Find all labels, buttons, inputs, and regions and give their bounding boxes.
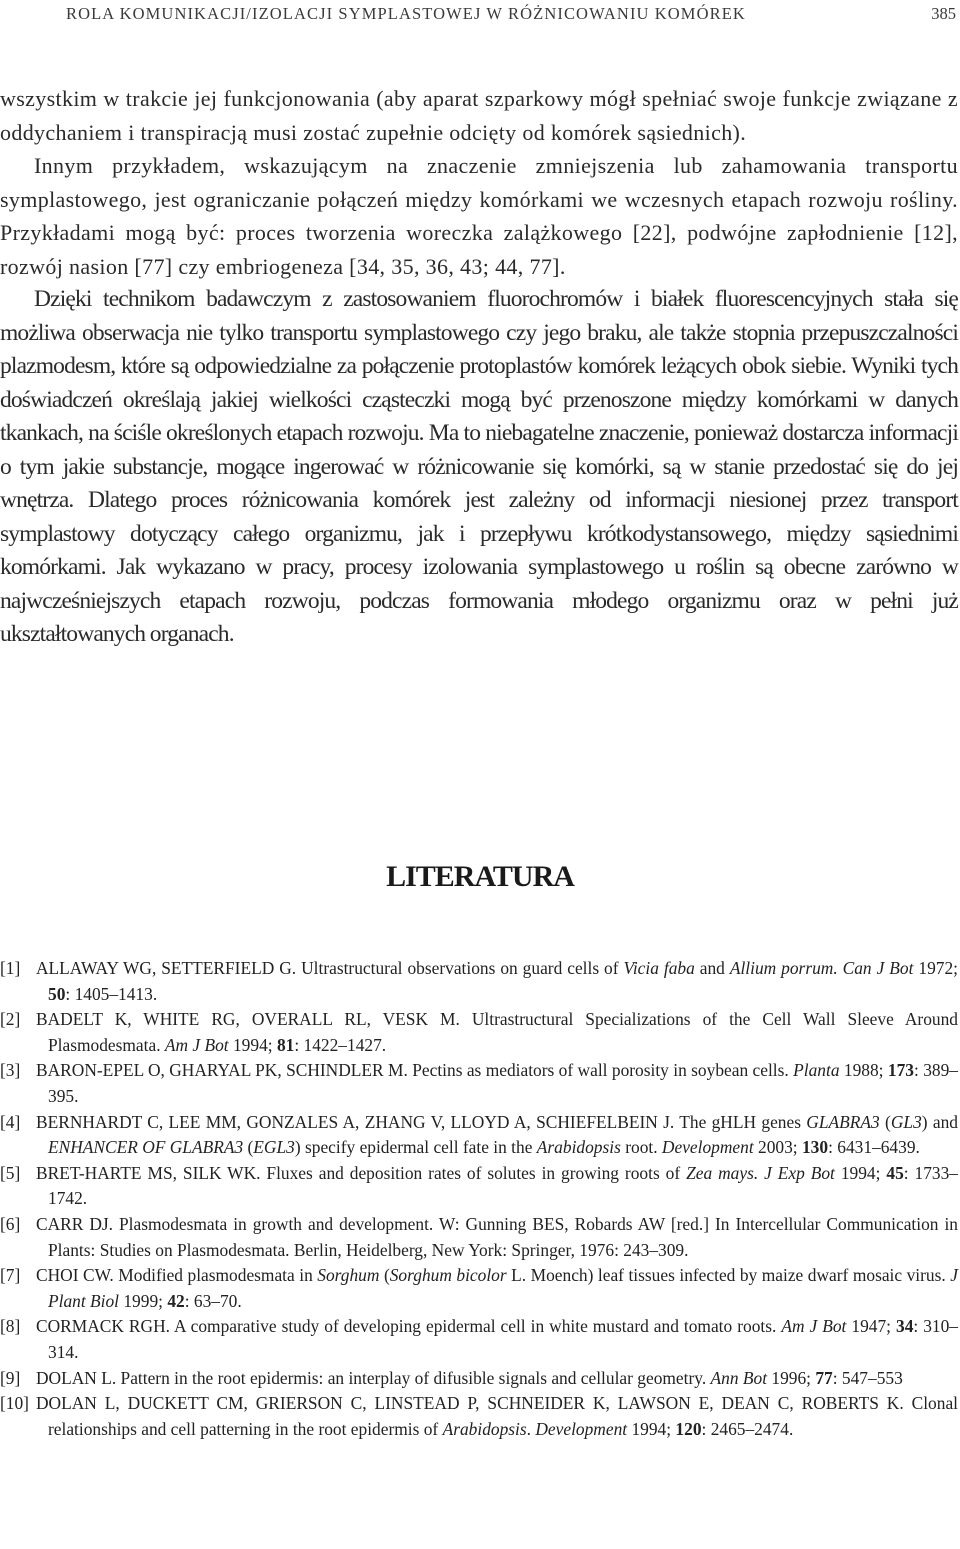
reference-text: : 310–314.	[48, 1316, 958, 1362]
reference-text: Arabidopsis	[442, 1418, 527, 1439]
reference-text: (	[243, 1137, 254, 1158]
reference-text: 1999;	[119, 1290, 168, 1311]
reference-text: BRET-HARTE MS, SILK WK. Fluxes and deposition rates of solutes in growing roots of	[36, 1162, 687, 1183]
reference-text: 120	[675, 1418, 702, 1439]
reference-text: 50	[48, 983, 66, 1004]
reference-text: CARR DJ. Plasmodesmata in growth and development. W: Gunning BES, Robards AW [red.] In Intercellular Communication in Plants: Studies on Plasmodesmata. Berlin, Heidelberg, New York: Springer, 1976: 243–309.	[36, 1213, 958, 1260]
reference-text: 34	[896, 1316, 914, 1337]
reference-text: 1994;	[834, 1162, 887, 1183]
reference-item	[0, 1314, 958, 1365]
reference-text: 45	[886, 1162, 904, 1183]
reference-text: 1988;	[839, 1060, 888, 1081]
reference-text: BARON-EPEL O, GHARYAL PK, SCHINDLER M. Pectins as mediators of wall porosity in soybean cells.	[36, 1060, 794, 1081]
reference-text: ENHANCER OF GLABRA3	[48, 1137, 244, 1158]
reference-number: [3]	[0, 1060, 21, 1081]
reference-text: ) specify epidermal cell fate in the	[294, 1137, 537, 1158]
reference-text: Arabidopsis	[536, 1137, 621, 1158]
reference-text: J Plant Biol	[48, 1265, 958, 1311]
reference-number: [4]	[0, 1111, 21, 1132]
reference-text: and	[694, 958, 730, 978]
reference-number: [7]	[0, 1265, 21, 1286]
reference-text: root.	[620, 1137, 662, 1158]
reference-number: [9]	[0, 1367, 21, 1388]
reference-text: Development	[661, 1137, 754, 1158]
reference-text: GL3	[890, 1111, 922, 1132]
reference-text: : 63–70.	[184, 1290, 242, 1311]
reference-text: Allium porrum. Can J Bot	[729, 958, 914, 978]
reference-number: [1]	[0, 958, 21, 978]
reference-item	[0, 1391, 958, 1442]
reference-text: Sorghum	[317, 1265, 380, 1286]
reference-text: : 1405–1413.	[65, 983, 158, 1004]
reference-text: : 389–395.	[48, 1060, 958, 1106]
reference-text: BADELT K, WHITE RG, OVERALL RL, VESK M. Ultrastructural Specializations of the Cell Wall Sleeve Around Plasmodesmata.	[36, 1009, 958, 1055]
literature-heading: LITERATURA	[386, 860, 574, 893]
reference-text: : 6431–6439.	[828, 1137, 920, 1158]
reference-text: Sorghum bicolor	[389, 1265, 507, 1286]
running-head	[66, 4, 956, 28]
reference-item	[0, 1058, 958, 1109]
reference-text: 173	[887, 1060, 914, 1081]
paragraph-example: Innym przykładem, wskazującym na znaczenie zmniejszenia lub zahamowania transportu symplastowego, jest ograniczanie połączeń między komórkami we wczesnych etapach rozwoju rośliny. Przykładami mogą być: proces tworzenia woreczka zalążkowego [22], podwójne zapłodnienie [12], rozwój nasion [77] czy embriogeneza [34, 35, 36, 43; 44, 77].	[0, 153, 958, 279]
paragraph-continuation: wszystkim w trakcie jej funkcjonowania (aby aparat szparkowy mógł spełniać swoje funkcje związane z oddychaniem i transpiracją musi zostać zupełnie odcięty od komórek sąsiednich).	[0, 86, 958, 145]
reference-text: 1996;	[767, 1367, 816, 1388]
reference-item	[0, 956, 958, 1007]
reference-text: 1994;	[627, 1418, 676, 1439]
page-number: 385	[931, 4, 956, 23]
reference-text: Zea mays. J Exp Bot	[686, 1162, 835, 1183]
reference-text: Am J Bot	[781, 1316, 847, 1337]
reference-item	[0, 1110, 958, 1161]
reference-text: GLABRA3	[806, 1111, 880, 1132]
reference-number: [10]	[0, 1393, 29, 1414]
reference-text: .	[526, 1418, 536, 1439]
reference-text: (	[879, 1111, 891, 1132]
reference-item	[0, 1263, 958, 1314]
reference-number: [8]	[0, 1316, 21, 1337]
reference-text: : 1422–1427.	[294, 1034, 387, 1055]
reference-text: (	[379, 1265, 390, 1286]
reference-text: : 547–553	[832, 1367, 903, 1388]
reference-list	[0, 956, 958, 1442]
reference-text: ) and	[921, 1111, 959, 1132]
reference-text: L. Moench) leaf tissues infected by maize dwarf mosaic virus.	[506, 1265, 951, 1286]
running-head-title: ROLA KOMUNIKACJI/IZOLACJI SYMPLASTOWEJ W RÓŻNICOWANIU KOMÓREK	[66, 4, 746, 23]
reference-text: Vicia faba	[623, 958, 695, 978]
reference-text: : 1733–1742.	[48, 1162, 959, 1209]
reference-number: [5]	[0, 1162, 21, 1183]
reference-item	[0, 1161, 958, 1212]
paragraph-techniques: Dzięki technikom badawczym z zastosowaniem fluorochromów i białek fluorescencyjnych stała się możliwa obserwacja nie tylko transportu symplastowego czy jego braku, ale także stopnia przepuszczalności plazmodesm, które są odpowiedzialne za połączenie protoplastów komórek leżących obok siebie. Wyniki tych doświadczeń określają jakiej wielkości cząsteczki mogą być przenoszone między komórkami w danych tkankach, na ściśle określonych etapach rozwoju. Ma to niebagatelne znaczenie, ponieważ dostarcza informacji o tym jakie substancje, mogące ingerować w różnicowanie się komórki, są w stanie przedostać się do jej wnętrza. Dlatego proces różnicowania komórek jest zależny od informacji niesionej przez transport symplastowy dotyczący całego organizmu, jak i przepływu krótkodystansowego, między sąsiednimi komórkami. Jak wykazano w pracy, procesy izolowania symplastowego u roślin są obecne zarówno w najwcześniejszych etapach rozwoju, podczas formowania młodego organizmu oraz w pełni już ukształtowanych organach.	[0, 286, 958, 647]
reference-text: Am J Bot	[164, 1034, 229, 1055]
reference-text: 1994;	[228, 1034, 277, 1055]
reference-item	[0, 1212, 958, 1263]
reference-text: 42	[167, 1290, 185, 1311]
reference-number: [2]	[0, 1009, 21, 1030]
reference-text: 1972;	[913, 958, 958, 978]
reference-text: ALLAWAY WG, SETTERFIELD G. Ultrastructural observations on guard cells of	[36, 958, 624, 978]
reference-text: 130	[801, 1137, 829, 1158]
reference-text: Ann Bot	[710, 1367, 768, 1388]
reference-item	[0, 1007, 958, 1058]
reference-text: DOLAN L. Pattern in the root epidermis: an interplay of difusible signals and cellular geometry.	[36, 1367, 711, 1388]
body-text	[0, 82, 958, 652]
reference-text: 2003;	[753, 1137, 802, 1158]
reference-item	[0, 1366, 958, 1392]
reference-text: 77	[815, 1367, 833, 1388]
reference-text: BERNHARDT C, LEE MM, GONZALES A, ZHANG V, LLOYD A, SCHIEFELBEIN J. The gHLH genes	[36, 1111, 807, 1132]
reference-text: Planta	[793, 1060, 840, 1081]
reference-text: EGL3	[253, 1137, 295, 1158]
reference-text: 1947;	[846, 1316, 896, 1337]
reference-text: 81	[276, 1034, 295, 1055]
reference-text: DOLAN L, DUCKETT CM, GRIERSON C, LINSTEAD P, SCHNEIDER K, LAWSON E, DEAN C, ROBERTS K. Clonal relationships and cell patterning in the root epidermis of	[36, 1393, 958, 1439]
reference-text: CORMACK RGH. A comparative study of developing epidermal cell in white mustard and tomato roots.	[36, 1316, 782, 1337]
reference-text: CHOI CW. Modified plasmodesmata in	[36, 1265, 318, 1286]
reference-number: [6]	[0, 1213, 21, 1234]
reference-text: Development	[535, 1418, 628, 1439]
reference-text: : 2465–2474.	[701, 1418, 794, 1439]
